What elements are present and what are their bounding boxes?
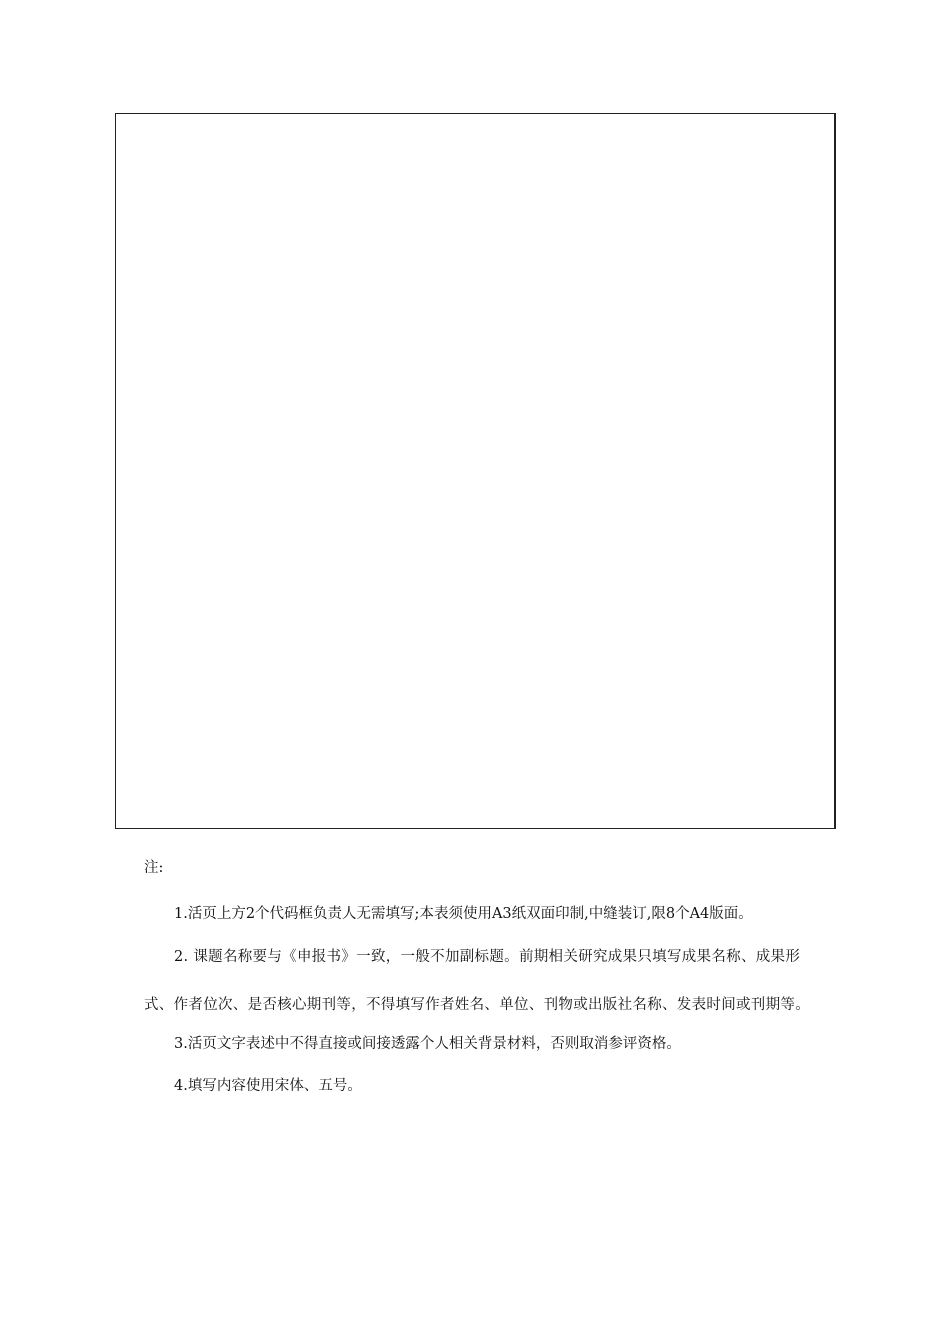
note-item-2: 2. 课题名称要与《申报书》一致，一般不加副标题。前期相关研究成果只填写成果名称、成果形式、作者位次、是否核心期刊等，不得填写作者姓名、单位、刊物或出版社名称、发表时间或刊期等。 xyxy=(144,949,810,1013)
note-item-4: 4.填写内容使用宋体、五号。 xyxy=(174,1078,362,1094)
notes-section xyxy=(144,858,816,1096)
note-item-1: 1.活页上方2个代码框负责人无需填写;本表须使用A3纸双面印制,中缝装订,限8个A4版面。 xyxy=(174,906,753,922)
content-frame xyxy=(115,113,835,829)
notes-heading: 注: xyxy=(144,860,164,876)
note-item-3: 3.活页文字表述中不得直接或间接透露个人相关背景材料，否则取消参评资格。 xyxy=(174,1036,681,1052)
